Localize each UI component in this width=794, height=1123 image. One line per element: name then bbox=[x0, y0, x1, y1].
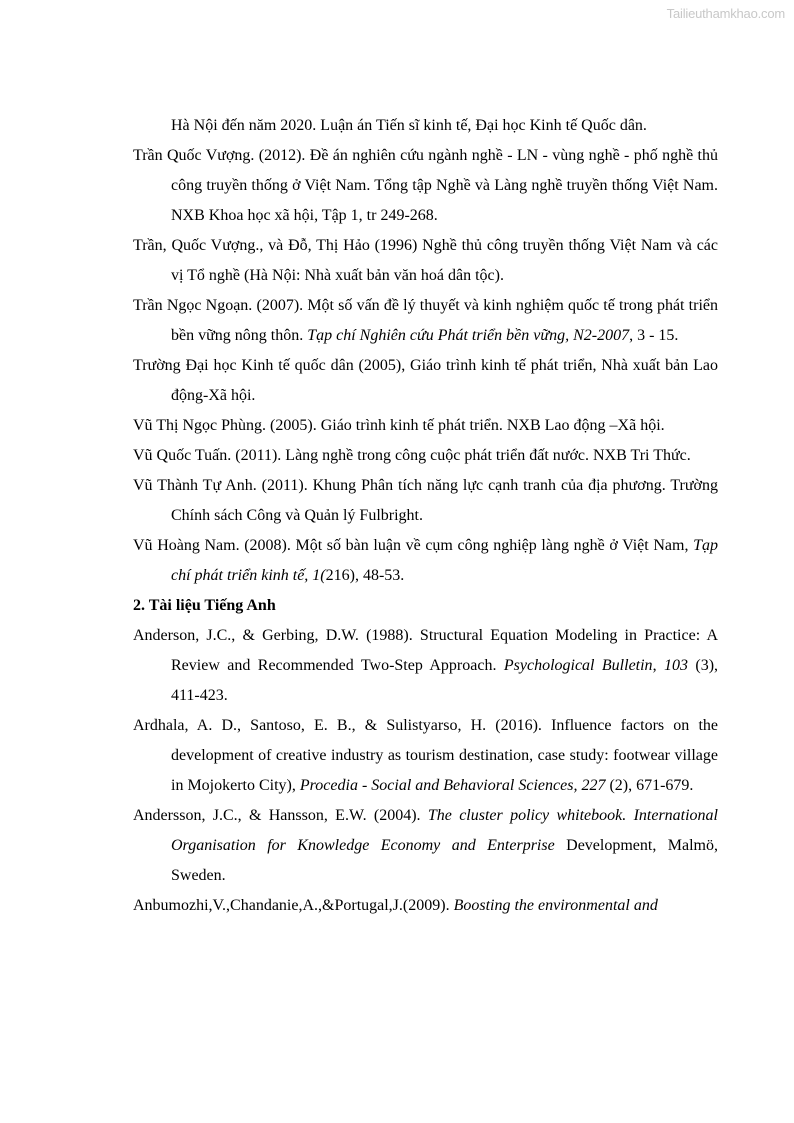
ref-text: Anderson, J.C., & Gerbing, D.W. (1988). Structural Equation Modeling in Practice: A Review and Recommended Two-Step Approach. bbox=[133, 627, 718, 674]
reference-continuation: Hà Nội đến năm 2020. Luận án Tiến sĩ kinh tế, Đại học Kinh tế Quốc dân. bbox=[171, 117, 647, 134]
ref-text: Trần Ngọc Ngoạn. (2007). Một số vấn đề lý thuyết và kinh nghiệm quốc tế trong phát triển bền vững nông thôn. bbox=[133, 297, 718, 344]
ref-text: Ardhala, A. D., Santoso, E. B., & Sulistyarso, H. (2016). Influence factors on the development of creative industry as tourism destination, case study: footwear village in Mojokerto City), bbox=[133, 717, 718, 794]
ref-journal: Tạp chí phát triển kinh tế, 1( bbox=[171, 537, 718, 584]
ref-text: 216), 48-53. bbox=[325, 567, 405, 584]
reference-item bbox=[133, 711, 718, 801]
ref-text: (2), 671-679. bbox=[605, 777, 694, 794]
reference-item bbox=[133, 531, 718, 591]
reference-item: Vũ Thị Ngọc Phùng. (2005). Giáo trình kinh tế phát triển. NXB Lao động –Xã hội. bbox=[133, 417, 665, 434]
ref-volume: 103 bbox=[663, 657, 688, 674]
reference-item: Vũ Thành Tự Anh. (2011). Khung Phân tích năng lực cạnh tranh của địa phương. Trường Chính sách Công và Quản lý Fulbright. bbox=[133, 477, 718, 524]
ref-journal: Procedia - Social and Behavioral Sciences, 227 bbox=[299, 777, 606, 794]
ref-journal: Psychological Bulletin bbox=[503, 657, 653, 674]
reference-item: Trường Đại học Kinh tế quốc dân (2005), Giáo trình kinh tế phát triển, Nhà xuất bản Lao động-Xã hội. bbox=[133, 357, 718, 404]
references-page bbox=[133, 111, 718, 921]
ref-title: The cluster policy whitebook. International Organisation for Knowledge Economy and Enterprise bbox=[171, 807, 718, 854]
reference-item bbox=[133, 621, 718, 711]
ref-text: (3), 411-423. bbox=[171, 657, 719, 704]
section-heading: 2. Tài liệu Tiếng Anh bbox=[133, 597, 276, 614]
watermark: Tailieuthamkhao.com bbox=[666, 6, 785, 21]
reference-item: Trần Quốc Vượng. (2012). Đề án nghiên cứu ngành nghề - LN - vùng nghề - phố nghề thủ công truyền thống ở Việt Nam. Tổng tập Nghề và Làng nghề truyền thống Việt Nam. NXB Khoa học xã hội, Tập 1, tr 249-268. bbox=[133, 147, 718, 224]
ref-text: , bbox=[652, 657, 664, 674]
ref-title: Boosting the environmental and bbox=[453, 897, 658, 914]
reference-item bbox=[133, 801, 718, 891]
ref-text: Vũ Hoàng Nam. (2008). Một số bàn luận về cụm công nghiệp làng nghề ở Việt Nam, bbox=[133, 537, 694, 554]
reference-item bbox=[133, 891, 718, 921]
ref-text: , 3 - 15. bbox=[629, 327, 679, 344]
ref-text: Andersson, J.C., & Hansson, E.W. (2004). bbox=[133, 807, 428, 824]
ref-text: Development, Malmö, Sweden. bbox=[171, 837, 718, 884]
reference-item: Trần, Quốc Vượng., và Đỗ, Thị Hảo (1996) Nghề thủ công truyền thống Việt Nam và các vị Tổ nghề (Hà Nội: Nhà xuất bản văn hoá dân tộc). bbox=[133, 237, 718, 284]
ref-text: Anbumozhi,V.,Chandanie,A.,&Portugal,J.(2009). bbox=[133, 897, 454, 914]
reference-item: Vũ Quốc Tuấn. (2011). Làng nghề trong công cuộc phát triển đất nước. NXB Tri Thức. bbox=[133, 447, 691, 464]
reference-item bbox=[133, 291, 718, 351]
ref-journal: Tạp chí Nghiên cứu Phát triển bền vững, N2-2007 bbox=[307, 327, 630, 344]
